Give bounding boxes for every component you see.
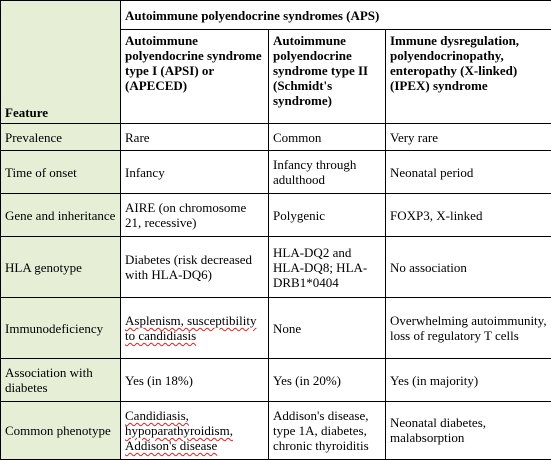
row-label-association-with-diabetes: Association with diabetes	[1, 359, 121, 402]
cell-apsii: None	[269, 298, 386, 359]
group-header: Autoimmune polyendocrine syndromes (APS)	[121, 1, 551, 30]
column-header-apsii: Autoimmune polyendocrine syndrome type II (Schmidt's syndrome)	[269, 30, 386, 124]
cell-ipex: Neonatal period	[386, 151, 551, 194]
table-row	[1, 124, 551, 151]
cell-apsi: AIRE (on chromosome 21, recessive)	[121, 194, 269, 237]
table-row	[1, 401, 551, 459]
column-header-ipex: Immune dysregulation, polyendocrinopathy, enteropathy (X-linked) (IPEX) syndrome	[386, 30, 551, 124]
cell-ipex: Very rare	[386, 124, 551, 151]
cell-apsi: Diabetes (risk decreased with HLA-DQ6)	[121, 236, 269, 297]
cell-apsii: Polygenic	[269, 194, 386, 237]
cell-ipex: Overwhelming autoimmunity, loss of regulatory T cells	[386, 298, 551, 359]
row-label-gene-and-inheritance: Gene and inheritance	[1, 194, 121, 237]
cell-apsii: Infancy through adulthood	[269, 151, 386, 194]
row-label-immunodeficiency: Immunodeficiency	[1, 298, 121, 359]
cell-apsii: HLA-DQ2 and HLA-DQ8; HLA-DRB1*0404	[269, 236, 386, 297]
cell-ipex: Yes (in majority)	[386, 359, 551, 402]
table-row	[1, 194, 551, 237]
column-header-apsi: Autoimmune polyendocrine syndrome type I (APSI) or (APECED)	[121, 30, 269, 124]
cell-ipex: No association	[386, 236, 551, 297]
cell-ipex: Neonatal diabetes, malabsorption	[386, 401, 551, 459]
cell-apsii: Addison's disease, type 1A, diabetes, chronic thyroiditis	[269, 401, 386, 459]
cell-ipex: FOXP3, X-linked	[386, 194, 551, 237]
row-label-prevalence: Prevalence	[1, 124, 121, 151]
table-row	[1, 359, 551, 402]
cell-apsi: Yes (in 18%)	[121, 359, 269, 402]
row-label-common-phenotype: Common phenotype	[1, 401, 121, 459]
cell-apsi: Infancy	[121, 151, 269, 194]
group-header-row	[1, 1, 551, 30]
feature-column-header: Feature	[1, 1, 121, 124]
row-label-hla-genotype: HLA genotype	[1, 236, 121, 297]
table-row	[1, 298, 551, 359]
cell-apsi: Asplenism, susceptibility to candidiasis	[121, 298, 269, 359]
cell-apsi: Rare	[121, 124, 269, 151]
cell-apsi: Candidiasis, hypoparathyroidism, Addison's disease	[121, 401, 269, 459]
cell-apsii: Yes (in 20%)	[269, 359, 386, 402]
row-label-time-of-onset: Time of onset	[1, 151, 121, 194]
cell-apsii: Common	[269, 124, 386, 151]
table-row	[1, 236, 551, 297]
table-row	[1, 151, 551, 194]
